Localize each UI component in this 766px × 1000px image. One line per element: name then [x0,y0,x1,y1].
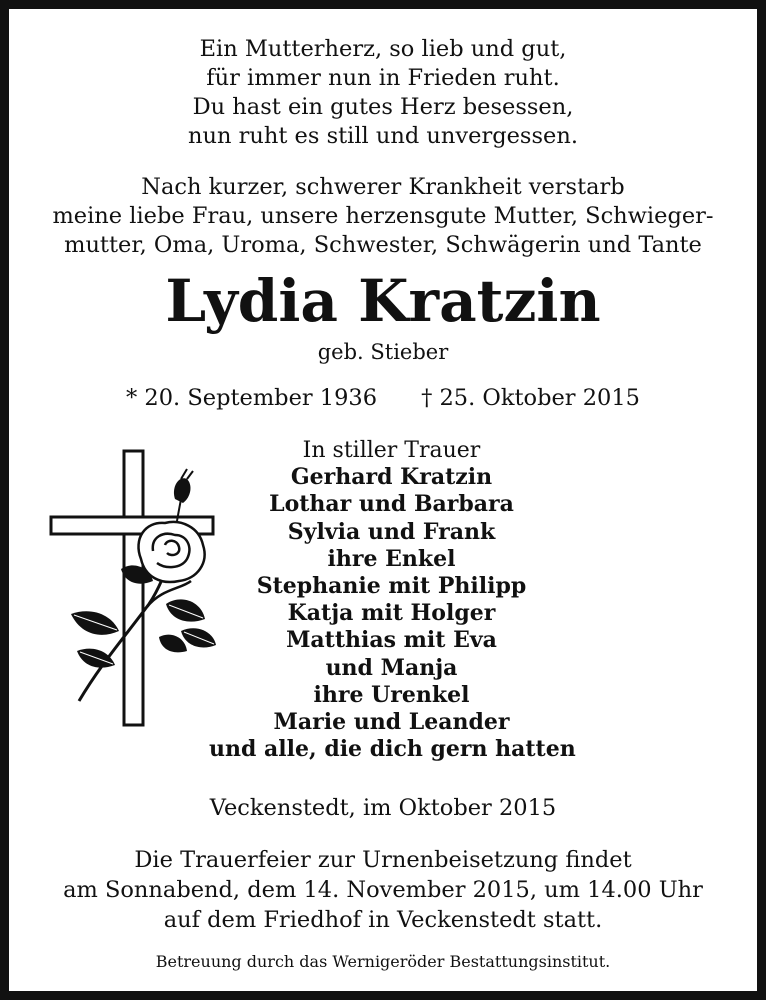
ceremony-info [9,845,757,935]
poem-line: nun ruht es still und unvergessen. [188,123,578,149]
birth-date: * 20. September 1936 [126,385,378,411]
mourners [209,437,574,763]
poem-line: Ein Mutterherz, so lieb und gut, [199,36,567,62]
death-date: † 25. Oktober 2015 [421,385,640,411]
birth-name: geb. Stieber [317,340,449,364]
life-dates [9,383,757,413]
cross-with-rose-icon [41,439,226,739]
funeral-home-credit: Betreuung durch das Wernigeröder Bestattungsinstitut. [155,952,611,971]
mourner-line: und Manja [325,654,458,681]
mourner-line: und alle, die dich gern hatten [209,736,576,763]
poem [9,35,757,151]
announcement [9,173,757,260]
mourners-intro: In stiller Trauer [302,438,481,463]
ceremony-line: auf dem Friedhof in Veckenstedt statt. [163,907,603,933]
mourner-line: Katja mit Holger [287,600,496,627]
ceremony-line: Die Trauerfeier zur Urnenbeisetzung findet [134,847,632,873]
announcement-line: Nach kurzer, schwerer Krankheit verstarb [141,174,625,200]
mourner-line: Matthias mit Eva [286,627,497,654]
mourner-line: Stephanie mit Philipp [256,573,527,600]
ceremony-line: am Sonnabend, dem 14. November 2015, um 14.00 Uhr [63,877,703,903]
mourner-line: ihre Enkel [327,545,456,572]
mourner-line: ihre Urenkel [313,681,470,708]
place-date: Veckenstedt, im Oktober 2015 [209,795,557,821]
announcement-line: meine liebe Frau, unsere herzensgute Mutter, Schwieger- [52,203,714,229]
deceased-name: Lydia Kratzin [165,267,601,335]
poem-line: Du hast ein gutes Herz besessen, [192,94,574,120]
mourner-line: Lothar und Barbara [269,491,514,518]
announcement-line: mutter, Oma, Uroma, Schwester, Schwägerin und Tante [64,232,702,258]
mourner-line: Gerhard Kratzin [290,464,493,491]
mourner-line: Marie und Leander [273,709,510,736]
mourner-line: Sylvia und Frank [287,518,496,545]
poem-line: für immer nun in Frieden ruht. [206,65,560,91]
